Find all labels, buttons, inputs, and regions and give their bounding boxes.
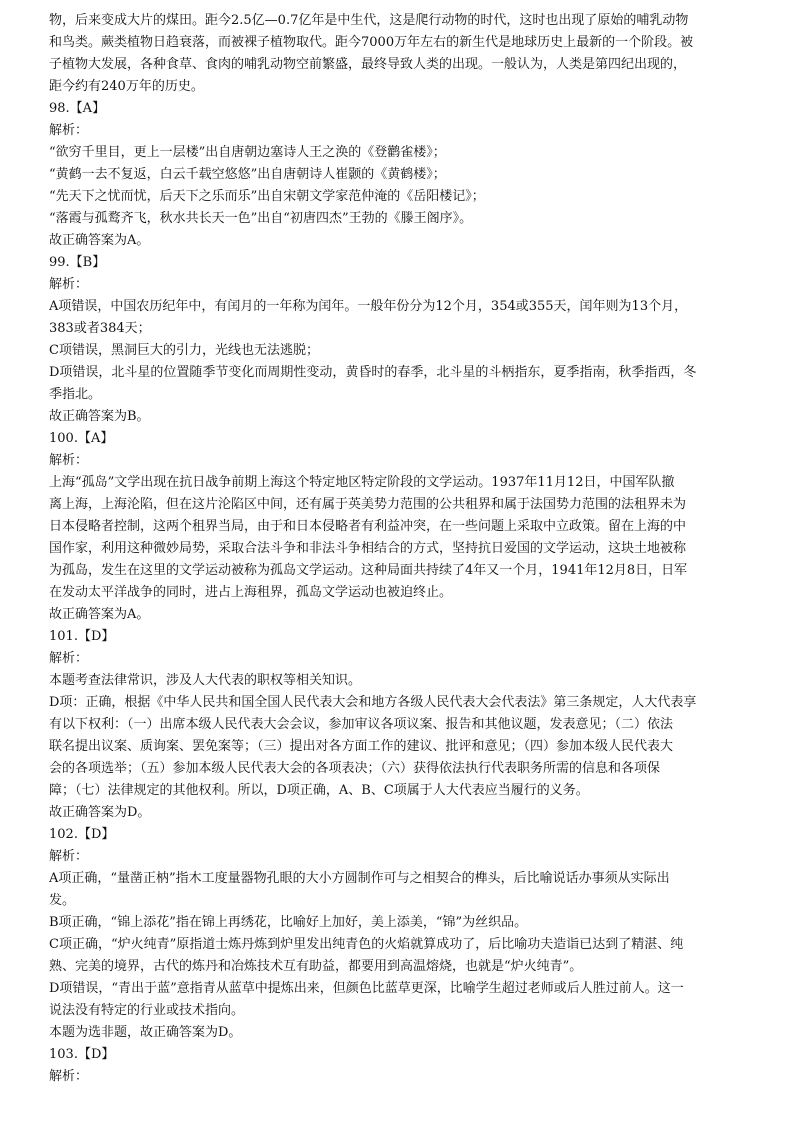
text-line: 有以下权利：（一）出席本级人民代表大会会议，参加审议各项议案、报告和其他议题，发表意见；（二）依法 [49,717,674,732]
analysis-label [49,1088,756,1110]
question-number: 98.【A】 [49,101,106,116]
text-line: 和鸟类。蕨类植物日趋衰落，而被裸子植物取代。距今7000万年左右的新生代是地球历史上最新的一个阶段。被 [49,35,694,50]
answer-line: 故正确答案为A。 [49,233,150,248]
text-line: 距今约有240万年的历史。 [49,79,204,94]
text-line: 障；（七）法律规定的其他权利。所以，D项正确，A、B、C项属于人大代表应当履行的义务。 [49,783,589,798]
text-line: C项正确，“炉火纯青”原指道士炼丹炼到炉里发出纯青色的火焰就算成功了，后比喻功夫造诣已达到了精湛、纯 [49,937,684,952]
text-line: 故正确答案为D。 [49,805,151,820]
text-line: D项：正确，根据《中华人民共和国全国人民代表大会和地方各级人民代表大会代表法》第三条规定，人大代表享 [49,695,697,710]
text-line: A项错误，中国农历纪年中，有闰月的一年称为闰年。一般年份分为12个月，354或355天，闰年则为13个月， [49,299,688,314]
question-number: 99.【B】 [49,255,106,270]
text-line: “黄鹤一去不复返，白云千载空悠悠”出自唐朝诗人崔颢的《黄鹤楼》； [49,167,446,182]
text-line: 日本侵略者控制，这两个租界当局，由于和日本侵略者有利益冲突，在一些问题上采取中立政策。留在上海的中 [49,519,687,534]
question-number: 101.【D】 [49,629,115,644]
analysis-label: 解析： [49,277,89,292]
text-line: “落霞与孤鹜齐飞，秋水共长天一色”出自“初唐四杰”王勃的《滕王阁序》。 [49,211,473,226]
text-line: 子植物大发展，各种食草、食肉的哺乳动物空前繁盛，最终导致人类的出现。一般认为，人类是第四纪出现的， [49,57,687,72]
answer-line: 故正确答案为B。 [49,409,150,424]
text-line: 在发动太平洋战争的同时，进占上海租界，孤岛文学运动也被迫终止。 [49,585,453,600]
text-line: 说法没有特定的行业或技术指向。 [49,1003,245,1018]
text-line: B项正确，“锦上添花”指在锦上再绣花，比喻好上加好，美上添美，“锦”为丝织品。 [49,915,528,930]
text-line: C项错误，黑洞巨大的引力，光线也无法逃脱； [49,343,319,358]
text-line: D项错误，“青出于蓝”意指青从蓝草中提炼出来，但颜色比蓝草更深，比喻学生超过老师或后人胜过前人。这一 [49,981,684,996]
text-line: 发。 [49,893,76,908]
text-line: 熟、完美的境界，古代的炼丹和冶炼技术互有助益，都要用到高温熔烧，也就是“炉火纯青”。 [49,959,583,974]
text-line: 物，后来变成大片的煤田。距今2.5亿—0.7亿年是中生代，这是爬行动物的时代，这时也出现了原始的哺乳动物 [49,13,689,28]
text-line: “先天下之忧而忧，后天下之乐而乐”出自宋朝文学家范仲淹的《岳阳楼记》； [49,189,485,204]
answer-line: 故正确答案为A。 [49,607,150,622]
text-line: 季指北。 [49,387,102,402]
analysis-label: A项正确，“量凿正枘”指木工度量器物孔眼的大小方圆制作可与之相契合的榫头，后比喻说话办事须从实际出 [49,871,670,886]
text-line: D项错误，北斗星的位置随季节变化而周期性变动，黄昏时的春季，北斗星的斗柄指东，夏季指南，秋季指西，冬 [49,365,697,380]
question-number: 解析： [49,1069,89,1084]
text-line: 上海“孤岛”文学出现在抗日战争前期上海这个特定地区特定阶段的文学运动。1937年11月12日，中国军队撤 [49,475,675,490]
text-line: 离上海，上海沦陷，但在这片沦陷区中间，还有属于英美势力范围的公共租界和属于法国势力范围的法租界未为 [49,497,687,512]
question-number: 解析： [49,849,89,864]
question-number: 100.【A】 [49,431,114,446]
text-line: 联名提出议案、质询案、罢免案等；（三）提出对各方面工作的建议、批评和意见；（四）参加本级人民代表大 [49,739,674,754]
analysis-label: 解析： [49,123,89,138]
text-line: 383或者384天； [49,321,151,336]
text-line: 国作家，利用这种微妙局势，采取合法斗争和非法斗争相结合的方式，坚持抗日爱国的文学运动，这块土地被称 [49,541,687,556]
text-line: 为孤岛，发生在这里的文学运动被称为孤岛文学运动。这种局面共持续了4年又一个月，1941年12月8日，日军 [49,563,688,578]
answer-line: 102.【D】 [49,827,115,842]
answer-line: 103.【D】 [49,1047,115,1062]
analysis-label: 解析： [49,453,89,468]
text-line: 本题考查法律常识，涉及人大代表的职权等相关知识。 [49,673,362,688]
analysis-label: 解析： [49,651,89,666]
text-line: 会的各项选举；（五）参加本级人民代表大会的各项表决；（六）获得依法执行代表职务所需的信息和各项保 [49,761,661,776]
text-line: 本题为选非题，故正确答案为D。 [49,1025,242,1040]
text-line: “欲穷千里目，更上一层楼”出自唐朝边塞诗人王之涣的《登鹳雀楼》； [49,145,446,160]
